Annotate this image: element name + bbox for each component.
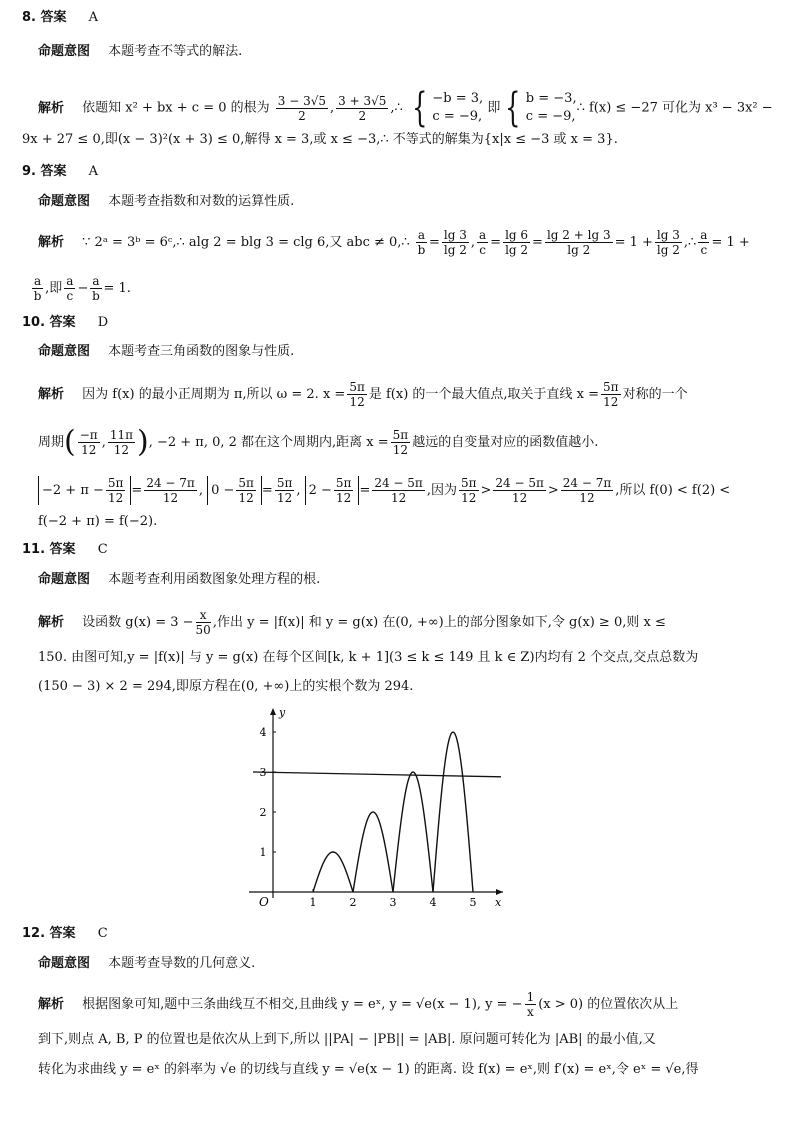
x-axis-label: x [495,896,502,909]
q8-analysis-line1 [38,85,773,131]
q8-head: 8. 答案 [22,10,67,25]
q10-answer: D [97,315,109,330]
q10-text-2: 是 f(x) 的一个最大值点,取关于直线 x = [368,387,600,402]
g-line [253,772,501,777]
q9-intent [38,192,294,212]
q8-brace-1: { [412,85,428,131]
y-tick-label: 4 [259,726,267,739]
q9-analysis-label: 解析 [38,235,65,250]
q11-line2: 150. 由图可知,y = |f(x)| 与 y = g(x) 在每个区间[k, k + 1](3 ≤ k ≤ 149 且 k ∈ Z)内均有 2 个交点,交点总数为 [38,650,699,665]
q10-text-1: 因为 f(x) 的最小正周期为 π,所以 ω = 2. x = [82,387,346,402]
q8-system-2: b = −3, c = −9, [525,91,577,124]
y-tick-label: 2 [259,806,267,819]
q10-header [22,313,108,333]
q11-intent [38,570,320,590]
q8-comma: , [330,100,335,116]
q9-frac-10: $\frac{a}{b}$ [92,274,100,303]
q8-text-2: ,∴ [390,100,403,116]
q9-line2: $\frac{a}{b}$ ,即 $\frac{a}{c}$ − $\frac{a}{b}$ = 1. [33,274,131,303]
q8-frac-1: $\frac{3 - 3√5}{2}$ [277,93,327,123]
q8-header [22,8,98,28]
q8-text-3: 即 [487,100,501,116]
q12-intent-label: 命题意图 [38,956,91,971]
q9-intent-label: 命题意图 [38,194,91,209]
q10-abs-3: 2 − $\frac{5\pi}{12}$ [305,476,360,505]
q11-intent-label: 命题意图 [38,572,91,587]
x-tick-label: 3 [389,896,397,909]
q12-line3: 转化为求曲线 y = eˣ 的斜率为 √e 的切线与直线 y = √e(x − 1) 的距离. 设 f(x) = eˣ,则 f′(x) = eˣ,令 eˣ = √e,得 [38,1062,699,1077]
q11-frac: $\frac{x}{50}$ [195,608,211,637]
q8-intent [38,42,242,62]
q8-analysis-label: 解析 [38,100,65,116]
q9-answer: A [88,164,99,179]
x-tick-label: 5 [469,896,477,909]
q9-analysis-line1: 解析 ∵ 2ᵃ = 3ᵇ = 6ᶜ,∴ alg 2 = blg 3 = clg 6,又 abc ≠ 0,∴ $\frac{a}{b}$ = $\frac{\lg 3}{\lg 2}$ , $\frac{a}{c}$ = $\frac{\lg 6}{\lg 2}$ = $\frac{\lg 2 + \lg 3}{\lg 2}$ = 1 + $\frac{\lg 3}{\lg 2}$ ,∴ $\frac{a}{c}$ = 1 + [38,228,750,257]
y-axis-label: y [279,706,286,719]
q12-analysis-label: 解析 [38,997,65,1012]
q11-answer: C [97,542,108,557]
q11-text-2: ,作出 y = |f(x)| 和 y = g(x) 在(0, +∞)上的部分图象如下,令 g(x) ≥ 0,则 x ≤ [212,615,666,630]
q11-head: 11. 答案 [22,542,76,557]
q8-intent-label: 命题意图 [38,44,91,59]
q8-intent-text: 本题考查不等式的解法. [108,44,243,59]
q12-text-1: 根据图象可知,题中三条曲线互不相交,且曲线 y = eˣ, y = √e(x − 1), y = − [82,997,523,1012]
q11-line3: (150 − 3) × 2 = 294,即原方程在(0, +∞)上的实根个数为 294. [38,679,414,694]
q10-intent-label: 命题意图 [38,344,91,359]
q11-intent-text: 本题考查利用函数图象处理方程的根. [108,572,321,587]
q12-analysis-line1 [38,990,678,1019]
q12-frac: $\frac{1}{x}$ [526,990,535,1019]
q10-analysis-label: 解析 [38,387,65,402]
y-tick-label: 3 [259,766,267,779]
q10-intent-text: 本题考查三角函数的图象与性质. [108,344,295,359]
arch-1 [313,852,353,892]
q9-frac-8: $\frac{a}{b}$ [33,274,42,303]
q12-answer: C [97,926,108,941]
x-tick-label: 2 [349,896,357,909]
q12-intent-text: 本题考查导数的几何意义. [108,956,256,971]
q8-text-1: 依题知 x² + bx + c = 0 的根为 [82,100,270,116]
q9-frac-9: $\frac{a}{c}$ [66,274,74,303]
q10-line2: 周期( $\frac{-\pi}{12}$ , $\frac{11\pi}{12}$ ), −2 + π, 0, 2 都在这个周期内,距离 x = $\frac{5\pi}{12}$ 越远的自变量对应的函数值越小. [38,424,599,460]
q12-line2: 到下,则点 A, B, P 的位置也是依次从上到下,所以 ||PA| − |PB|| = |AB|. 原问题可转化为 |AB| 的最小值,又 [38,1032,656,1047]
q9-frac-4: $\frac{\lg 6}{\lg 2}$ [505,228,529,257]
q9-intent-text: 本题考查指数和对数的运算性质. [108,194,295,209]
q8-line2: 9x + 27 ≤ 0,即(x − 3)²(x + 3) ≤ 0,解得 x = 3,或 x ≤ −3,∴ 不等式的解集为{x|x ≤ −3 或 x = 3}. [22,132,618,147]
arch-3 [393,772,433,892]
q11-graph [240,702,520,912]
q10-period-end: $\frac{11\pi}{12}$ [109,428,133,457]
q8-answer: A [88,10,99,25]
q10-line3: −2 + π − $\frac{5\pi}{12}$ = $\frac{24 - 7\pi}{12}$ , 0 − $\frac{5\pi}{12}$ = $\frac{5\pi}{12}$ , 2 − $\frac{5\pi}{12}$ = $\frac{24 - 5\pi}{12}$ ,因为 $\frac{5\pi}{12}$ > $\frac{24 - 5\pi}{12}$ > $\frac{24 - 7\pi}{12}$ ,所以 f(0) < f(2) < [38,476,730,505]
q10-text-3: 对称的一个 [622,387,688,402]
y-tick-label: 1 [259,846,267,859]
q9-text-1: ∵ 2ᵃ = 3ᵇ = 6ᶜ,∴ alg 2 = blg 3 = clg 6,又 abc ≠ 0,∴ [82,235,410,250]
q8-text-4: ∴ f(x) ≤ −27 可化为 x³ − 3x² − [576,100,773,116]
q9-frac-2: $\frac{\lg 3}{\lg 2}$ [443,228,467,257]
q10-frac-3: $\frac{5\pi}{12}$ [392,428,409,457]
q11-analysis-line1 [38,608,666,637]
q9-head: 9. 答案 [22,164,67,179]
q12-header [22,924,108,944]
q11-header [22,540,108,560]
q12-head: 12. 答案 [22,926,76,941]
q11-text-1: 设函数 g(x) = 3 − [82,615,194,630]
q11-analysis-label: 解析 [38,615,65,630]
q9-frac-5: $\frac{\lg 2 + \lg 3}{\lg 2}$ [546,228,611,257]
q8-frac-2: $\frac{3 + 3√5}{2}$ [338,93,387,123]
q10-intent [38,342,294,362]
arch-4 [433,732,473,892]
q10-frac-4: $\frac{24 - 7\pi}{12}$ [146,476,195,505]
q8-system-1: −b = 3, c = −9, [432,91,484,124]
chart-marks [253,732,501,892]
x-tick-label: 4 [429,896,437,909]
q10-abs-2: 0 − $\frac{5\pi}{12}$ [207,476,262,505]
q12-text-2: (x > 0) 的位置依次从上 [538,997,679,1012]
x-tick-label: 1 [309,896,317,909]
q10-line4: f(−2 + π) = f(−2). [38,514,158,529]
q9-header [22,162,98,182]
q9-frac-1: $\frac{a}{b}$ [417,228,426,257]
x-axis-arrow [496,889,503,895]
q9-frac-7: $\frac{a}{c}$ [700,228,708,257]
q8-brace-2: { [505,85,521,131]
q10-head: 10. 答案 [22,315,76,330]
q10-frac-1: $\frac{5\pi}{12}$ [349,380,365,409]
q10-abs-1: −2 + π − $\frac{5\pi}{12}$ [38,476,131,505]
origin-label: O [259,895,269,909]
q9-frac-3: $\frac{a}{c}$ [479,228,487,257]
arch-2 [353,812,393,892]
q12-intent [38,954,255,974]
q10-period-start: $\frac{-\pi}{12}$ [79,428,98,457]
q10-frac-2: $\frac{5\pi}{12}$ [603,380,619,409]
q10-analysis-line1 [38,380,688,409]
q9-frac-6: $\frac{\lg 3}{\lg 2}$ [656,228,680,257]
y-axis-arrow [270,708,276,715]
